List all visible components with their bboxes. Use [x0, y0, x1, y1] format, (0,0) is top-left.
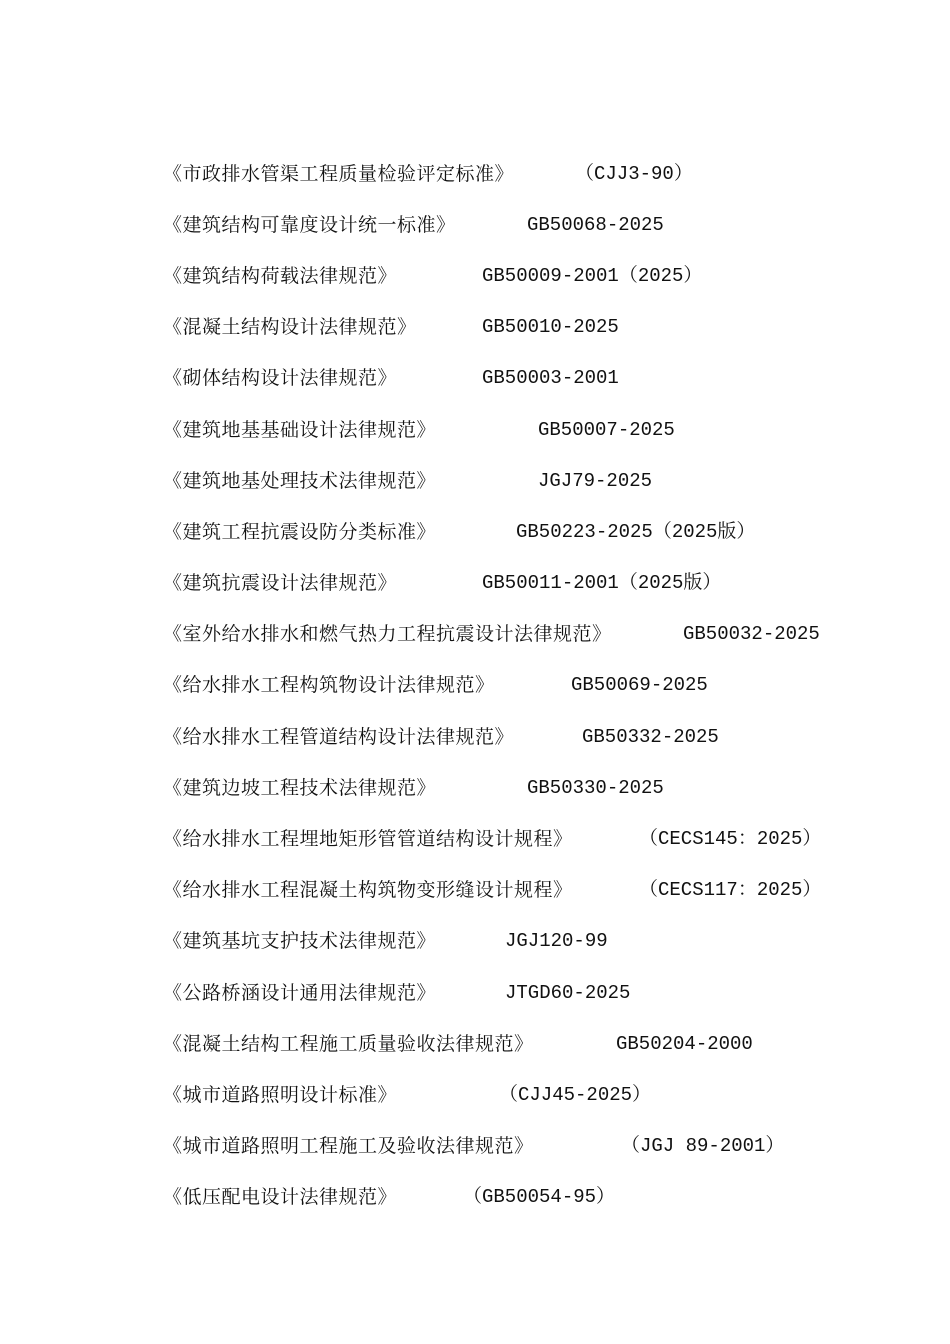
- standard-code: GB50332-2025: [582, 725, 719, 748]
- standard-title: 《建筑结构可靠度设计统一标准》: [163, 213, 456, 236]
- standard-title: 《建筑地基处理技术法律规范》: [163, 469, 437, 492]
- list-item: [163, 916, 863, 967]
- standard-title: 《给水排水工程构筑物设计法律规范》: [163, 674, 495, 697]
- list-item: [163, 302, 863, 353]
- standard-title: 《建筑基坑支护技术法律规范》: [163, 930, 437, 953]
- standard-title: 《城市道路照明工程施工及验收法律规范》: [163, 1135, 534, 1158]
- standard-code: GB50223-2025（2025版）: [516, 520, 756, 543]
- standard-code: GB50032-2025: [683, 623, 820, 646]
- list-item: [163, 660, 863, 711]
- standard-code: JGJ79-2025: [538, 469, 653, 492]
- standard-title: 《建筑工程抗震设防分类标准》: [163, 520, 437, 543]
- list-item: [163, 199, 863, 250]
- list-item: [163, 1121, 863, 1172]
- standard-title: 《建筑边坡工程技术法律规范》: [163, 776, 437, 799]
- standard-title: 《低压配电设计法律规范》: [163, 1186, 398, 1209]
- standard-code: （JGJ 89-2001）: [621, 1135, 785, 1158]
- list-item: [163, 455, 863, 506]
- standard-code: GB50204-2000: [616, 1032, 753, 1055]
- standard-code: GB50068-2025: [527, 213, 664, 236]
- standard-code: JGJ120-99: [505, 930, 608, 953]
- standard-code: （GB50054-95）: [463, 1186, 616, 1209]
- list-item: [163, 250, 863, 301]
- list-item: [163, 1172, 863, 1223]
- standard-title: 《建筑地基基础设计法律规范》: [163, 418, 437, 441]
- standard-title: 《城市道路照明设计标准》: [163, 1083, 398, 1106]
- list-item: [163, 353, 863, 404]
- list-item: [163, 558, 863, 609]
- standard-code: GB50003-2001: [482, 367, 619, 390]
- standard-title: 《混凝土结构工程施工质量验收法律规范》: [163, 1032, 534, 1055]
- list-item: [163, 1069, 863, 1120]
- standard-code: GB50069-2025: [571, 674, 708, 697]
- list-item: [163, 506, 863, 557]
- standard-title: 《砌体结构设计法律规范》: [163, 367, 398, 390]
- standard-title: 《混凝土结构设计法律规范》: [163, 316, 417, 339]
- standard-title: 《给水排水工程混凝土构筑物变形缝设计规程》: [163, 879, 573, 902]
- standard-title: 《公路桥涵设计通用法律规范》: [163, 981, 437, 1004]
- standard-code: GB50010-2025: [482, 316, 619, 339]
- standard-title: 《建筑结构荷载法律规范》: [163, 264, 398, 287]
- standard-code: GB50007-2025: [538, 418, 675, 441]
- standards-list: [163, 148, 863, 1223]
- list-item: [163, 148, 863, 199]
- standard-code: JTGD60-2025: [505, 981, 631, 1004]
- standard-title: 《市政排水管渠工程质量检验评定标准》: [163, 162, 515, 185]
- list-item: [163, 865, 863, 916]
- standard-code: GB50009-2001（2025）: [482, 264, 703, 287]
- list-item: [163, 967, 863, 1018]
- list-item: [163, 711, 863, 762]
- standard-code: （CECS117：2025）: [639, 879, 822, 902]
- standard-code: （CJJ45-2025）: [499, 1083, 652, 1106]
- standard-title: 《给水排水工程埋地矩形管管道结构设计规程》: [163, 828, 573, 851]
- list-item: [163, 813, 863, 864]
- list-item: [163, 762, 863, 813]
- standard-title: 《建筑抗震设计法律规范》: [163, 572, 398, 595]
- list-item: [163, 609, 863, 660]
- standard-code: GB50011-2001（2025版）: [482, 572, 722, 595]
- list-item: [163, 404, 863, 455]
- standard-title: 《室外给水排水和燃气热力工程抗震设计法律规范》: [163, 623, 612, 646]
- list-item: [163, 1018, 863, 1069]
- standard-title: 《给水排水工程管道结构设计法律规范》: [163, 725, 515, 748]
- standard-code: （CECS145：2025）: [639, 828, 822, 851]
- standard-code: （CJJ3-90）: [575, 162, 693, 185]
- standard-code: GB50330-2025: [527, 776, 664, 799]
